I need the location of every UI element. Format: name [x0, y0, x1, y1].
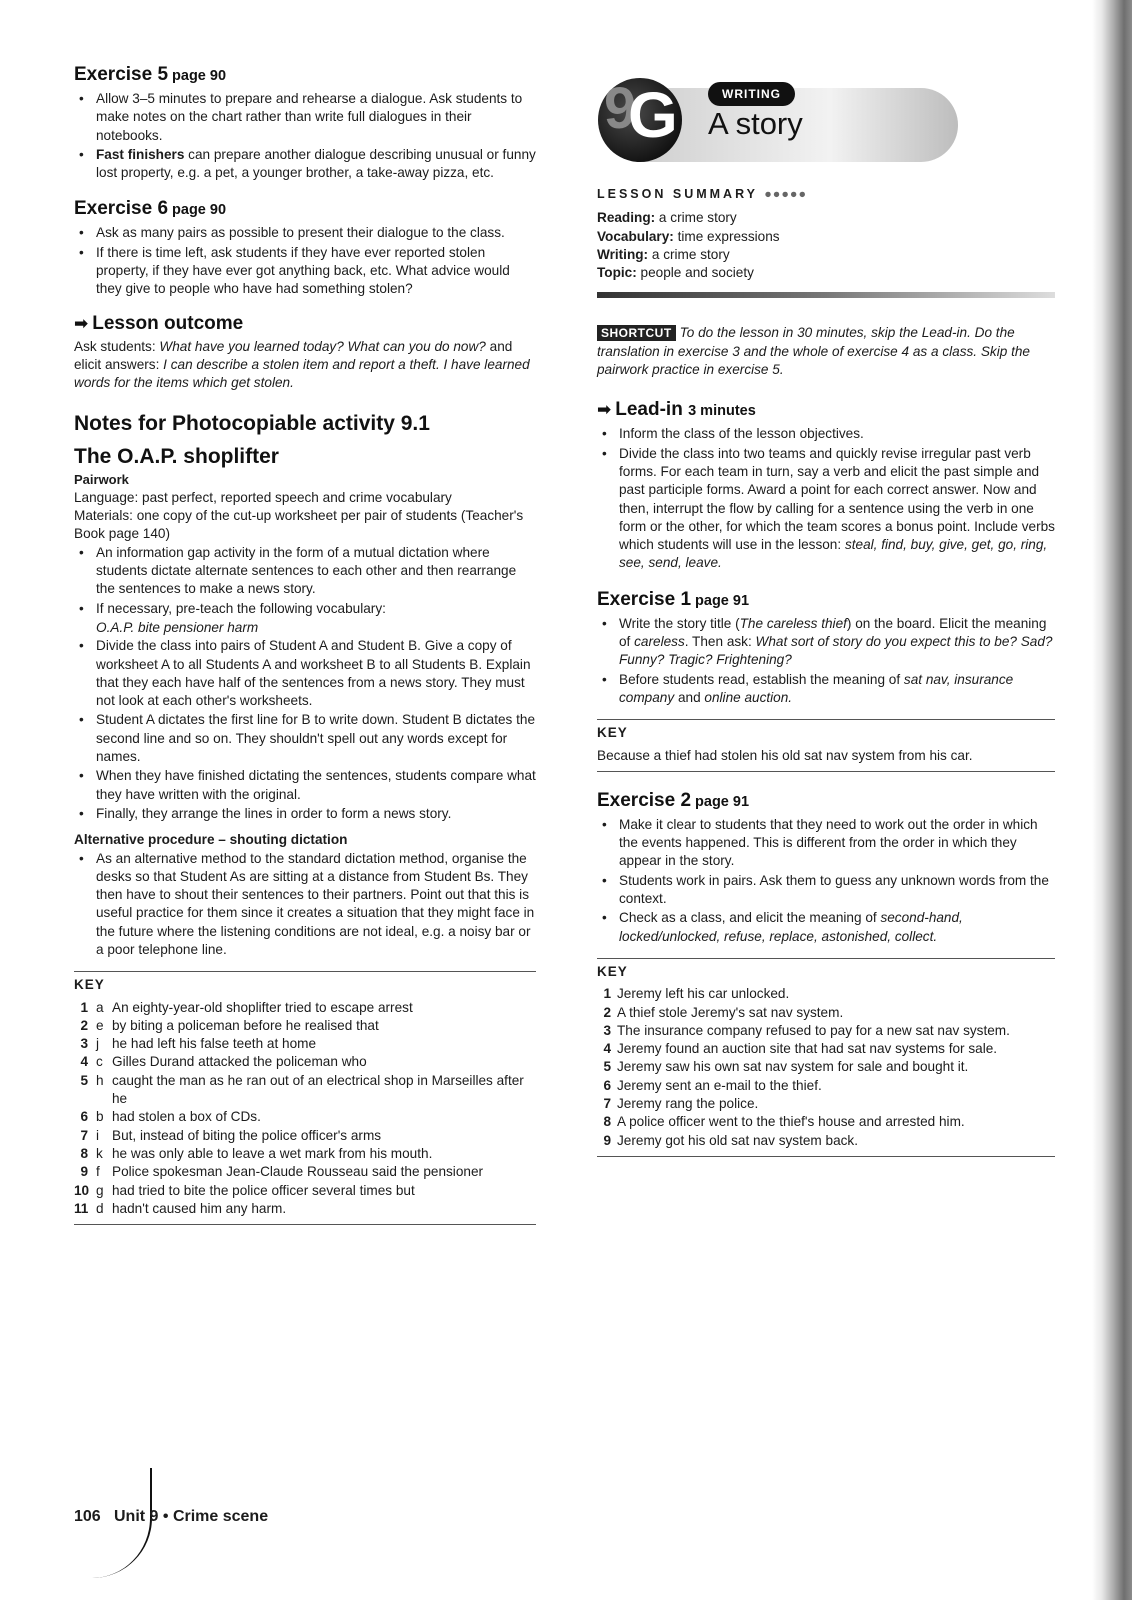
key-item: 11 d hadn't caused him any harm.	[74, 1200, 287, 1216]
key-item: 5 Jeremy saw his own sat nav system for sale and bought it.	[603, 1059, 969, 1075]
key-heading: KEY	[74, 977, 105, 993]
badge-skill-tag: WRITING	[708, 82, 795, 106]
badge-title: A story	[708, 106, 803, 141]
alternative-list	[74, 850, 536, 960]
activity-subtitle: Pairwork	[74, 471, 129, 487]
footer-unit-title: Unit 9 • Crime scene	[114, 1508, 269, 1525]
book-spine-shadow	[1092, 0, 1132, 1600]
key-item: 8 A police officer went to the thief's house and arrested him.	[603, 1114, 965, 1130]
summary-reading: Reading: a crime story	[597, 210, 737, 226]
divider	[597, 958, 1055, 959]
key-heading: KEY	[597, 963, 628, 979]
notes-heading: Notes for Photocopiable activity 9.1	[74, 411, 430, 435]
list-item: • Inform the class of the lesson objectives.	[602, 426, 864, 442]
divider	[74, 1224, 536, 1225]
lesson-outcome-heading: ➡ Lesson outcome	[74, 312, 244, 334]
divider	[597, 771, 1055, 772]
list-item: • Divide the class into pairs of Student A and Student B. Give a copy of worksheet A to all Students A and worksheet B to all Students B. Explain that they each have half of the sentences from a news story. They must not look at each other's worksheets.	[79, 638, 531, 709]
exercise-1-key: Because a thief had stolen his old sat nav system from his car.	[597, 747, 973, 763]
activity-list	[74, 544, 536, 618]
exercise-2-list	[597, 816, 1055, 946]
list-item: • Before students read, establish the meaning of sat nav, insurance company and online auction.	[602, 671, 1014, 705]
summary-bar	[597, 292, 1055, 298]
list-item: • Check as a class, and elicit the meaning of second-hand, locked/unlocked, refuse, replace, astonished, collect.	[602, 910, 963, 944]
list-item: • Student A dictates the first line for B to write down. Student B dictates the second line and so on. They shouldn't spell out any words except for names.	[79, 712, 536, 765]
exercise-2-heading: Exercise 2 page 91	[597, 789, 750, 811]
list-item: • Fast finishers can prepare another dialogue describing unusual or funny lost property, e.g. a pet, a younger brother, a take-away pizza, etc.	[79, 146, 536, 181]
shortcut-note: SHORTCUT To do the lesson in 30 minutes, skip the Lead-in. Do the translation in exercise 3 and the whole of exercise 4 as a class. Skip the pairwork practice in exercise 5.	[597, 325, 1030, 378]
key-item: 9 Jeremy got his old sat nav system back.	[603, 1132, 859, 1148]
key-item: 7 Jeremy rang the police.	[603, 1095, 759, 1111]
activity-title: The O.A.P. shoplifter	[74, 444, 279, 468]
list-item: • An information gap activity in the form of a mutual dictation where students dictate alternate sentences to each other and then rearrange the sentences to make a news story.	[79, 544, 517, 597]
list-item: • Finally, they arrange the lines in order to form a news story.	[79, 805, 452, 821]
key-item: 4 c Gilles Durand attacked the policeman who	[80, 1054, 367, 1070]
activity-language: Language: past perfect, reported speech and crime vocabulary	[74, 489, 452, 505]
list-item: • Write the story title (The careless thief) on the board. Elicit the meaning of careless. Then ask: What sort of story do you expect this to be? Sad? Funny? Tragic? Frightening?	[602, 615, 1053, 668]
list-item: • Ask as many pairs as possible to present their dialogue to the class.	[79, 225, 505, 241]
list-item: • Students work in pairs. Ask them to guess any unknown words from the context.	[602, 872, 1049, 907]
activity-list-2	[74, 637, 536, 823]
right-column	[597, 185, 1055, 1161]
arrow-right-icon: ➡	[74, 313, 89, 333]
badge-unit-number: 9	[604, 76, 637, 141]
key-item: 2 A thief stole Jeremy's sat nav system.	[603, 1004, 844, 1020]
list-item: • Make it clear to students that they need to work out the order in which the events happened. This is different from the order in which they appear in the story.	[602, 816, 1038, 869]
summary-topic: Topic: people and society	[597, 265, 754, 281]
key-item: 1 Jeremy left his car unlocked.	[603, 986, 790, 1002]
list-item: • Allow 3–5 minutes to prepare and rehearse a dialogue. Ask students to make notes on the chart rather than write full dialogues in their notebooks.	[79, 91, 523, 143]
summary-vocabulary: Vocabulary: time expressions	[597, 228, 780, 244]
divider	[597, 1156, 1055, 1157]
key-item: 4 Jeremy found an auction site that had sat nav systems for sale.	[603, 1041, 998, 1057]
exercise-6-list	[74, 224, 536, 298]
key-item: 2 e by biting a policeman before he realised that	[80, 1017, 379, 1033]
key-item: 1 a An eighty-year-old shoplifter tried to escape arrest	[80, 999, 413, 1015]
left-column	[74, 64, 536, 1229]
exercise-1-heading: Exercise 1 page 91	[597, 588, 750, 610]
activity-materials: Materials: one copy of the cut-up worksheet per pair of students (Teacher's Book page 140)	[74, 508, 524, 542]
lesson-summary-heading: LESSON SUMMARY ●●●●●	[597, 187, 808, 201]
key-item: 7 i But, instead of biting the police officer's arms	[80, 1127, 382, 1143]
key-heading: KEY	[597, 725, 628, 741]
list-item: • If necessary, pre-teach the following vocabulary:	[79, 600, 386, 616]
list-item: • Divide the class into two teams and quickly revise irregular past verb forms. For each team in turn, say a verb and elicit the past simple and past participle forms. Award a point for each correct answer. Now and then, interrupt the flow by calling for a sentence using the verb in one form or the other, for which the team scores a bonus point. Include verbs which students will use in the lesson: steal, find, buy, give, get, go, ring, see, send, leave.	[602, 445, 1055, 571]
lead-in-list	[597, 425, 1055, 572]
key-item: 10 g had tried to bite the police officer several times but	[74, 1182, 415, 1198]
key-item: 9 f Police spokesman Jean-Claude Rousseau said the pensioner	[80, 1164, 484, 1180]
exercise-5-heading: Exercise 5 page 90	[74, 64, 227, 85]
lesson-outcome-text: Ask students: What have you learned today? What can you do now? and elicit answers: I can describe a stolen item and report a theft. I have learned words for the items which get stolen.	[74, 338, 530, 391]
lead-in-heading: ➡ Lead-in 3 minutes	[597, 399, 756, 421]
key-item: 6 Jeremy sent an e-mail to the thief.	[603, 1077, 822, 1093]
alternative-procedure-heading: Alternative procedure – shouting dictation	[74, 832, 348, 848]
list-item: • As an alternative method to the standard dictation method, organise the desks so that Student As are sitting at a distance from Student Bs. They then have to shout their sentences to their partners. Point out that this is useful practice for them since it creates a situation that they might face in the future where the listening conditions are not ideal, e.g. a noisy bar or a poor telephone line.	[79, 850, 535, 957]
key-item: 5 h caught the man as he ran out of an electrical shop in Marseilles after he	[80, 1072, 524, 1107]
exercise-6-heading: Exercise 6 page 90	[74, 198, 227, 220]
key-item: 6 b had stolen a box of CDs.	[80, 1109, 261, 1125]
page-footer	[74, 1508, 574, 1548]
key-item: 3 The insurance company refused to pay for a new sat nav system.	[603, 1022, 1010, 1038]
list-item: • If there is time left, ask students if they have ever reported stolen property, if they have ever got anything back, etc. What advice would they give to people who have had something stolen?	[79, 244, 510, 297]
divider	[74, 971, 536, 972]
key-list	[597, 985, 1055, 1150]
key-list	[74, 999, 536, 1219]
exercise-1-list	[597, 615, 1055, 707]
difficulty-dots: ●●●●●	[764, 187, 808, 201]
exercise-5-list	[74, 90, 536, 182]
summary-writing: Writing: a crime story	[597, 246, 730, 262]
lesson-badge	[598, 70, 958, 170]
key-item: 3 j he had left his false teeth at home	[80, 1036, 317, 1052]
divider	[597, 719, 1055, 720]
page-number: 106	[74, 1508, 101, 1525]
key-item: 8 k he was only able to leave a wet mark from his mouth.	[80, 1145, 433, 1161]
list-item: • When they have finished dictating the sentences, students compare what they have written with the original.	[79, 768, 536, 802]
vocabulary-words: O.A.P. bite pensioner harm	[96, 619, 259, 635]
badge-lesson-letter: G	[628, 79, 678, 151]
shortcut-tag: SHORTCUT	[597, 325, 676, 341]
arrow-right-icon: ➡	[597, 400, 612, 420]
